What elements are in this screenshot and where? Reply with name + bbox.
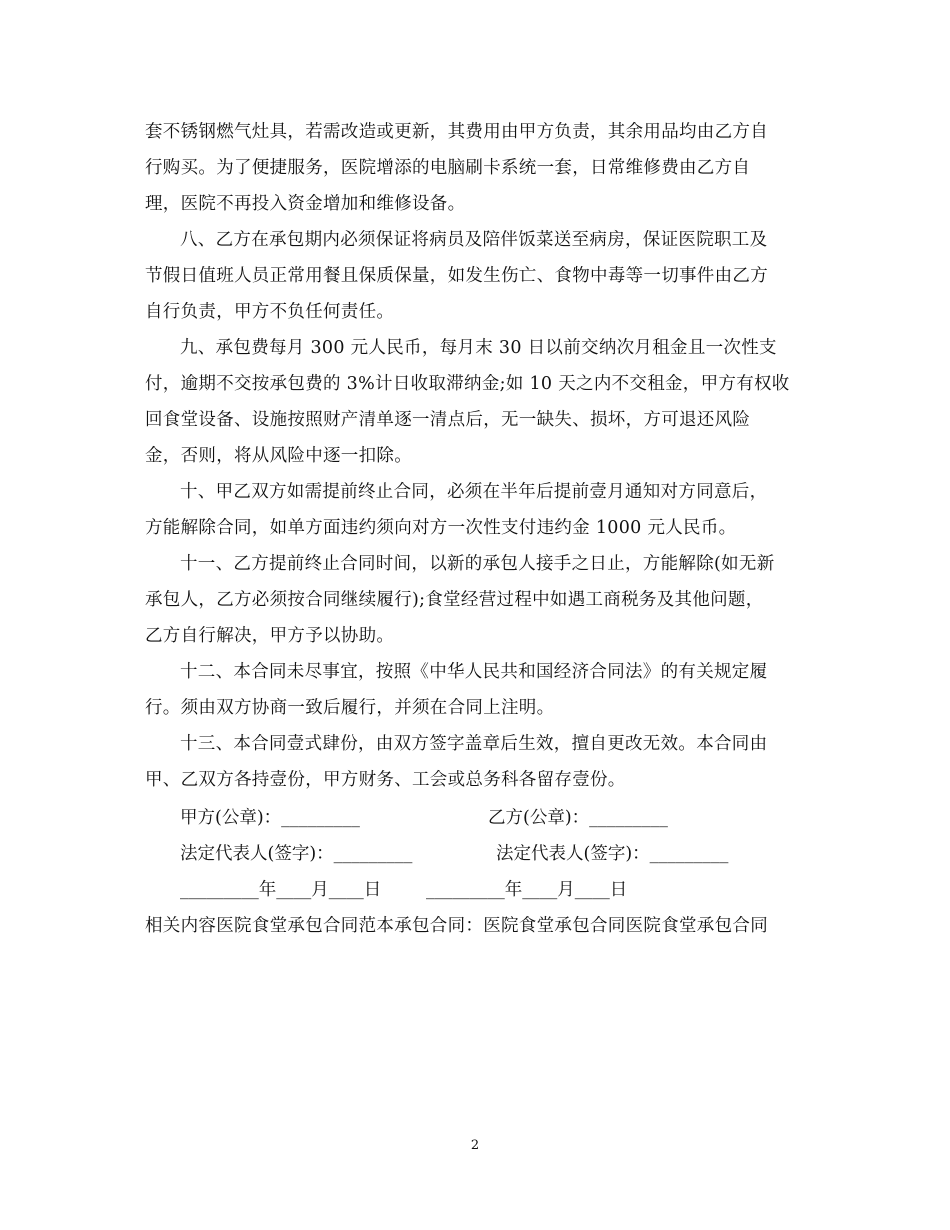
clause-10-line: 方能解除合同，如单方面违约须向对方一次性支付违约金 1000 元人民币。	[145, 518, 737, 538]
party-a-date: _________年____月____日	[180, 880, 382, 900]
clause-12-line: 行。须由双方协商一致后履行，并须在合同上注明。	[145, 698, 555, 718]
clause-9-line: 回食堂设备、设施按照财产清单逐一清点后，无一缺失、损坏，方可退还风险	[145, 410, 751, 430]
clause-12-line: 十二、本合同未尽事宜，按照《中华人民共和国经济合同法》的有关规定履	[180, 662, 768, 682]
party-b-representative: 法定代表人(签字)：_________	[496, 844, 729, 864]
clause-8-line: 八、乙方在承包期内必须保证将病员及陪伴饭菜送至病房，保证医院职工及	[180, 230, 768, 250]
clause-10-line: 十、甲乙双方如需提前终止合同，必须在半年后提前壹月通知对方同意后，	[180, 482, 768, 502]
party-a-seal: 甲方(公章)：_________	[180, 808, 360, 828]
party-a-representative: 法定代表人(签字)：_________	[180, 844, 413, 864]
party-b-date: _________年____月____日	[426, 880, 628, 900]
clause-9-line: 九、承包费每月 300 元人民币，每月末 30 日以前交纳次月租金且一次性支	[180, 338, 777, 358]
paragraph-line: 行购买。为了便捷服务，医院增添的电脑刷卡系统一套，日常维修费由乙方自	[145, 158, 751, 178]
clause-11-line: 承包人，乙方必须按合同继续履行);食堂经营过程中如遇工商税务及其他问题，	[145, 590, 764, 610]
party-b-seal: 乙方(公章)：_________	[488, 808, 668, 828]
paragraph-line: 理，医院不再投入资金增加和维修设备。	[145, 194, 466, 214]
clause-13-line: 十三、本合同壹式肆份，由双方签字盖章后生效，擅自更改无效。本合同由	[180, 734, 768, 754]
clause-8-line: 节假日值班人员正常用餐且保质保量，如发生伤亡、食物中毒等一切事件由乙方	[145, 266, 768, 286]
related-content: 相关内容医院食堂承包合同范本承包合同：医院食堂承包合同医院食堂承包合同	[145, 916, 768, 936]
clause-9-line: 付，逾期不交按承包费的 3%计日收取滞纳金;如 10 天之内不交租金，甲方有权收	[145, 374, 790, 394]
paragraph-line: 套不锈钢燃气灶具，若需改造或更新，其费用由甲方负责，其余用品均由乙方自	[145, 122, 768, 142]
clause-8-line: 自行负责，甲方不负任何责任。	[145, 302, 395, 322]
clause-11-line: 乙方自行解决，甲方予以协助。	[145, 626, 395, 646]
clause-9-line: 金，否则，将从风险中逐一扣除。	[145, 446, 412, 466]
page-number: 2	[470, 1138, 480, 1153]
clause-11-line: 十一、乙方提前终止合同时间，以新的承包人接手之日止，方能解除(如无新	[180, 554, 775, 574]
clause-13-line: 甲、乙双方各持壹份，甲方财务、工会或总务科各留存壹份。	[145, 770, 626, 790]
